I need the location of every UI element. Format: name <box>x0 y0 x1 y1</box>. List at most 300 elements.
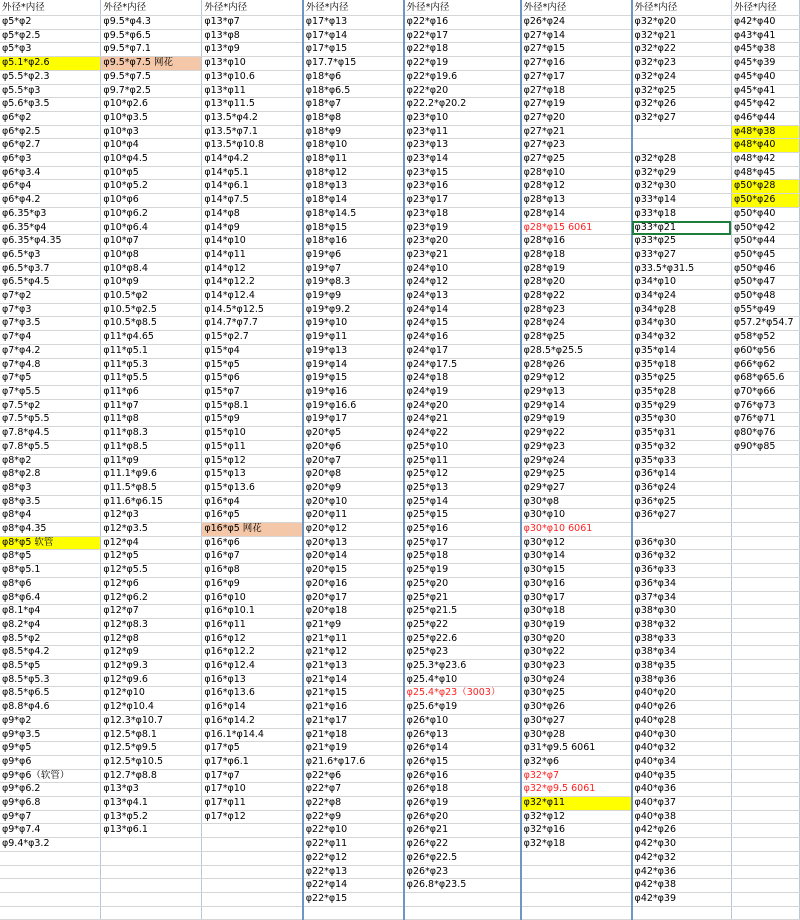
table-cell[interactable]: φ25.6*φ19 <box>404 701 521 715</box>
table-cell[interactable]: φ17*φ5 <box>202 742 303 756</box>
table-cell[interactable]: φ23*φ17 <box>404 194 521 208</box>
table-cell[interactable]: φ10.5*φ2.5 <box>101 303 202 317</box>
table-cell[interactable]: φ21.6*φ17.6 <box>303 755 404 769</box>
table-cell[interactable]: φ14*φ11 <box>202 248 303 262</box>
table-cell[interactable]: φ35*φ31 <box>632 427 732 441</box>
table-cell[interactable]: φ19*φ9 <box>303 290 404 304</box>
table-cell[interactable]: φ10*φ8 <box>101 248 202 262</box>
table-cell[interactable]: φ10*φ2.6 <box>101 98 202 112</box>
table-cell[interactable]: φ16*φ4 <box>202 495 303 509</box>
table-cell[interactable]: φ13*φ4.1 <box>101 797 202 811</box>
table-cell[interactable]: φ5.5*φ3 <box>0 84 101 98</box>
table-cell[interactable]: φ24*φ16 <box>404 331 521 345</box>
table-cell[interactable]: φ21*φ13 <box>303 660 404 674</box>
table-cell[interactable] <box>731 838 799 852</box>
table-cell[interactable]: φ19*φ6 <box>303 248 404 262</box>
table-cell[interactable]: φ12*φ8 <box>101 632 202 646</box>
table-cell[interactable]: φ24*φ10 <box>404 262 521 276</box>
table-cell[interactable]: φ10*φ7 <box>101 235 202 249</box>
table-cell[interactable]: φ32*φ7 <box>521 769 632 783</box>
table-cell[interactable]: φ30*φ16 <box>521 577 632 591</box>
table-cell[interactable]: φ27*φ17 <box>521 70 632 84</box>
table-cell[interactable]: φ76*φ73 <box>731 399 799 413</box>
table-cell[interactable]: φ15*φ10 <box>202 427 303 441</box>
table-cell[interactable] <box>731 481 799 495</box>
table-cell[interactable]: φ20*φ6 <box>303 440 404 454</box>
table-cell[interactable]: φ7*φ4.8 <box>0 358 101 372</box>
table-cell[interactable]: φ8.5*φ6.5 <box>0 687 101 701</box>
table-cell[interactable]: φ33*φ27 <box>632 248 732 262</box>
table-cell[interactable]: φ36*φ27 <box>632 509 732 523</box>
table-cell[interactable]: φ33*φ21 <box>632 221 732 235</box>
table-cell[interactable]: φ42*φ26 <box>632 824 732 838</box>
table-cell[interactable]: φ25*φ22 <box>404 618 521 632</box>
table-cell[interactable]: φ27*φ21 <box>521 125 632 139</box>
table-cell[interactable] <box>731 577 799 591</box>
table-cell[interactable] <box>202 865 303 879</box>
table-cell[interactable] <box>303 906 404 920</box>
table-cell[interactable]: φ38*φ35 <box>632 660 732 674</box>
table-cell[interactable]: φ30*φ19 <box>521 618 632 632</box>
table-cell[interactable]: φ12*φ4 <box>101 536 202 550</box>
table-cell[interactable]: φ22*φ20 <box>404 84 521 98</box>
table-cell[interactable]: φ32*φ11 <box>521 797 632 811</box>
table-cell[interactable]: φ14*φ9 <box>202 221 303 235</box>
table-cell[interactable]: φ17*φ10 <box>202 783 303 797</box>
table-cell[interactable]: φ48*φ45 <box>731 166 799 180</box>
table-cell[interactable]: φ29*φ24 <box>521 454 632 468</box>
table-cell[interactable]: φ23*φ18 <box>404 207 521 221</box>
table-cell[interactable]: φ13*φ11.5 <box>202 98 303 112</box>
table-cell[interactable] <box>731 906 799 920</box>
table-cell[interactable]: φ7.8*φ5.5 <box>0 440 101 454</box>
table-cell[interactable]: φ21*φ15 <box>303 687 404 701</box>
table-cell[interactable] <box>101 906 202 920</box>
table-cell[interactable]: φ8.5*φ5.3 <box>0 673 101 687</box>
table-cell[interactable]: φ19*φ17 <box>303 413 404 427</box>
table-cell[interactable]: φ20*φ10 <box>303 495 404 509</box>
table-cell[interactable]: φ35*φ25 <box>632 372 732 386</box>
table-cell[interactable]: φ26*φ16 <box>404 769 521 783</box>
table-cell[interactable]: φ29*φ25 <box>521 468 632 482</box>
table-cell[interactable]: φ40*φ20 <box>632 687 732 701</box>
table-cell[interactable]: φ36*φ24 <box>632 481 732 495</box>
table-cell[interactable]: φ30*φ28 <box>521 728 632 742</box>
table-cell[interactable]: φ8.1*φ4 <box>0 605 101 619</box>
table-cell[interactable]: φ6*φ4.2 <box>0 194 101 208</box>
table-cell[interactable]: φ22*φ15 <box>303 893 404 907</box>
table-cell[interactable]: φ17*φ13 <box>303 16 404 30</box>
table-cell[interactable]: φ40*φ26 <box>632 701 732 715</box>
table-cell[interactable]: φ8.5*φ5 <box>0 660 101 674</box>
table-cell[interactable]: φ18*φ11 <box>303 153 404 167</box>
table-cell[interactable] <box>731 879 799 893</box>
table-cell[interactable]: φ6*φ2.5 <box>0 125 101 139</box>
table-cell[interactable]: φ18*φ12 <box>303 166 404 180</box>
table-cell[interactable]: φ16.1*φ14.4 <box>202 728 303 742</box>
table-cell[interactable]: φ10*φ6 <box>101 194 202 208</box>
table-cell[interactable]: φ24*φ12 <box>404 276 521 290</box>
column-header[interactable]: 外径*内径 <box>0 0 101 16</box>
table-cell[interactable]: φ14*φ7.5 <box>202 194 303 208</box>
table-cell[interactable]: φ12*φ10.4 <box>101 701 202 715</box>
table-cell[interactable]: φ16*φ6 <box>202 536 303 550</box>
table-cell[interactable]: φ9*φ5 <box>0 742 101 756</box>
table-cell[interactable]: φ8*φ2.8 <box>0 468 101 482</box>
table-cell[interactable]: φ18*φ6.5 <box>303 84 404 98</box>
table-cell[interactable]: φ24*φ21 <box>404 413 521 427</box>
table-cell[interactable]: φ26*φ23 <box>404 865 521 879</box>
table-cell[interactable]: φ32*φ23 <box>632 57 732 71</box>
table-cell[interactable]: φ5*φ2.5 <box>0 29 101 43</box>
table-cell[interactable]: φ7.5*φ5.5 <box>0 413 101 427</box>
table-cell[interactable]: φ34*φ24 <box>632 290 732 304</box>
table-cell[interactable]: φ28*φ23 <box>521 303 632 317</box>
table-cell[interactable]: φ13*φ11 <box>202 84 303 98</box>
table-cell[interactable] <box>521 906 632 920</box>
table-cell[interactable]: φ22*φ11 <box>303 838 404 852</box>
table-cell[interactable]: φ9.4*φ3.2 <box>0 838 101 852</box>
table-cell[interactable]: φ9*φ3.5 <box>0 728 101 742</box>
table-cell[interactable]: φ7*φ2 <box>0 290 101 304</box>
table-cell[interactable]: φ25*φ20 <box>404 577 521 591</box>
table-cell[interactable]: φ17.7*φ15 <box>303 57 404 71</box>
table-cell[interactable]: φ26*φ10 <box>404 714 521 728</box>
table-cell[interactable]: φ8*φ5 软管 <box>0 536 101 550</box>
table-cell[interactable]: φ5.5*φ2.3 <box>0 70 101 84</box>
table-cell[interactable]: φ33*φ18 <box>632 207 732 221</box>
table-cell[interactable]: φ22*φ9 <box>303 810 404 824</box>
table-cell[interactable]: φ13*φ8 <box>202 29 303 43</box>
table-cell[interactable]: φ22*φ6 <box>303 769 404 783</box>
table-cell[interactable] <box>731 523 799 537</box>
table-cell[interactable]: φ25*φ21 <box>404 591 521 605</box>
table-cell[interactable]: φ27*φ23 <box>521 139 632 153</box>
table-cell[interactable]: φ30*φ23 <box>521 660 632 674</box>
table-cell[interactable]: φ14*φ12.2 <box>202 276 303 290</box>
table-cell[interactable]: φ7*φ5 <box>0 372 101 386</box>
table-cell[interactable]: φ11*φ8.3 <box>101 427 202 441</box>
table-cell[interactable]: φ7*φ3 <box>0 303 101 317</box>
table-cell[interactable]: φ12*φ9.6 <box>101 673 202 687</box>
table-cell[interactable]: φ6.5*φ3 <box>0 248 101 262</box>
table-cell[interactable]: φ38*φ33 <box>632 632 732 646</box>
table-cell[interactable] <box>731 728 799 742</box>
table-cell[interactable]: φ11*φ7 <box>101 399 202 413</box>
table-cell[interactable] <box>404 906 521 920</box>
table-cell[interactable] <box>731 824 799 838</box>
table-cell[interactable]: φ15*φ5 <box>202 358 303 372</box>
table-cell[interactable]: φ50*φ42 <box>731 221 799 235</box>
table-cell[interactable]: φ8*φ5.1 <box>0 564 101 578</box>
table-cell[interactable]: φ17*φ14 <box>303 29 404 43</box>
table-cell[interactable]: φ42*φ36 <box>632 865 732 879</box>
table-cell[interactable]: φ15*φ11 <box>202 440 303 454</box>
table-cell[interactable]: φ28*φ13 <box>521 194 632 208</box>
table-cell[interactable]: φ38*φ34 <box>632 646 732 660</box>
table-cell[interactable]: φ32*φ25 <box>632 84 732 98</box>
table-cell[interactable]: φ8*φ3 <box>0 481 101 495</box>
table-cell[interactable] <box>731 687 799 701</box>
table-cell[interactable]: φ25*φ18 <box>404 550 521 564</box>
table-cell[interactable]: φ32*φ24 <box>632 70 732 84</box>
table-cell[interactable]: φ19*φ16.6 <box>303 399 404 413</box>
table-cell[interactable]: φ20*φ11 <box>303 509 404 523</box>
table-cell[interactable] <box>731 769 799 783</box>
table-cell[interactable]: φ24*φ18 <box>404 372 521 386</box>
table-cell[interactable]: φ30*φ12 <box>521 536 632 550</box>
table-cell[interactable]: φ10*φ8.4 <box>101 262 202 276</box>
table-cell[interactable]: φ16*φ12.2 <box>202 646 303 660</box>
table-cell[interactable]: φ8.5*φ2 <box>0 632 101 646</box>
table-cell[interactable]: φ26.8*φ23.5 <box>404 879 521 893</box>
column-header[interactable]: 外径*内径 <box>404 0 521 16</box>
table-cell[interactable]: φ28*φ22 <box>521 290 632 304</box>
table-cell[interactable] <box>101 838 202 852</box>
table-cell[interactable]: φ16*φ9 <box>202 577 303 591</box>
table-cell[interactable]: φ30*φ18 <box>521 605 632 619</box>
table-cell[interactable]: φ40*φ32 <box>632 742 732 756</box>
table-cell[interactable]: φ27*φ15 <box>521 43 632 57</box>
table-cell[interactable]: φ17*φ12 <box>202 810 303 824</box>
table-cell[interactable]: φ8*φ3.5 <box>0 495 101 509</box>
table-cell[interactable]: φ12*φ7 <box>101 605 202 619</box>
table-cell[interactable]: φ8*φ6 <box>0 577 101 591</box>
table-cell[interactable]: φ70*φ66 <box>731 385 799 399</box>
table-cell[interactable]: φ90*φ85 <box>731 440 799 454</box>
table-cell[interactable]: φ25.4*φ23（3003） <box>404 687 521 701</box>
table-cell[interactable] <box>731 742 799 756</box>
table-cell[interactable]: φ23*φ11 <box>404 125 521 139</box>
table-cell[interactable]: φ35*φ30 <box>632 413 732 427</box>
table-cell[interactable] <box>521 879 632 893</box>
table-cell[interactable]: φ28*φ18 <box>521 248 632 262</box>
table-cell[interactable]: φ10*φ5 <box>101 166 202 180</box>
table-cell[interactable]: φ14*φ8 <box>202 207 303 221</box>
table-cell[interactable]: φ12*φ6.2 <box>101 591 202 605</box>
table-cell[interactable] <box>731 495 799 509</box>
table-cell[interactable] <box>731 660 799 674</box>
table-cell[interactable]: φ23*φ13 <box>404 139 521 153</box>
table-cell[interactable]: φ9*φ6 <box>0 755 101 769</box>
table-cell[interactable]: φ9.5*φ6.5 <box>101 29 202 43</box>
table-cell[interactable]: φ28*φ10 <box>521 166 632 180</box>
table-cell[interactable] <box>202 838 303 852</box>
table-cell[interactable]: φ76*φ71 <box>731 413 799 427</box>
table-cell[interactable]: φ7*φ3.5 <box>0 317 101 331</box>
table-cell[interactable]: φ28*φ16 <box>521 235 632 249</box>
table-cell[interactable]: φ19*φ7 <box>303 262 404 276</box>
table-cell[interactable]: φ25.4*φ10 <box>404 673 521 687</box>
table-cell[interactable]: φ36*φ32 <box>632 550 732 564</box>
table-cell[interactable]: φ32*φ6 <box>521 755 632 769</box>
table-cell[interactable] <box>632 125 732 139</box>
table-cell[interactable]: φ13.5*φ4.2 <box>202 111 303 125</box>
table-cell[interactable]: φ25*φ23 <box>404 646 521 660</box>
table-cell[interactable]: φ11.5*φ8.5 <box>101 481 202 495</box>
table-cell[interactable]: φ60*φ56 <box>731 344 799 358</box>
table-cell[interactable]: φ42*φ40 <box>731 16 799 30</box>
table-cell[interactable]: φ80*φ76 <box>731 427 799 441</box>
table-cell[interactable]: φ27*φ20 <box>521 111 632 125</box>
table-cell[interactable] <box>731 673 799 687</box>
table-cell[interactable]: φ35*φ18 <box>632 358 732 372</box>
table-cell[interactable]: φ24*φ13 <box>404 290 521 304</box>
table-cell[interactable]: φ46*φ44 <box>731 111 799 125</box>
table-cell[interactable]: φ6.35*φ3 <box>0 207 101 221</box>
table-cell[interactable]: φ25*φ13 <box>404 481 521 495</box>
table-cell[interactable]: φ45*φ42 <box>731 98 799 112</box>
table-cell[interactable]: φ14*φ12.4 <box>202 290 303 304</box>
table-cell[interactable]: φ32*φ28 <box>632 153 732 167</box>
table-cell[interactable]: φ35*φ14 <box>632 344 732 358</box>
table-cell[interactable]: φ50*φ45 <box>731 248 799 262</box>
table-cell[interactable]: φ13*φ5.2 <box>101 810 202 824</box>
table-cell[interactable]: φ9*φ2 <box>0 714 101 728</box>
table-cell[interactable]: φ9.5*φ7.1 <box>101 43 202 57</box>
table-cell[interactable]: φ10*φ3 <box>101 125 202 139</box>
table-cell[interactable] <box>731 591 799 605</box>
table-cell[interactable] <box>202 824 303 838</box>
table-cell[interactable]: φ29*φ22 <box>521 427 632 441</box>
table-cell[interactable]: φ30*φ25 <box>521 687 632 701</box>
table-cell[interactable]: φ10*φ6.2 <box>101 207 202 221</box>
table-cell[interactable]: φ22*φ19.6 <box>404 70 521 84</box>
table-cell[interactable]: φ32*φ18 <box>521 838 632 852</box>
table-cell[interactable]: φ26*φ22.5 <box>404 851 521 865</box>
table-cell[interactable]: φ15*φ7 <box>202 385 303 399</box>
table-cell[interactable]: φ20*φ18 <box>303 605 404 619</box>
table-cell[interactable]: φ28*φ12 <box>521 180 632 194</box>
table-cell[interactable]: φ27*φ18 <box>521 84 632 98</box>
table-cell[interactable]: φ22*φ14 <box>303 879 404 893</box>
table-cell[interactable]: φ57.2*φ54.7 <box>731 317 799 331</box>
table-cell[interactable]: φ9*φ7 <box>0 810 101 824</box>
table-cell[interactable]: φ6*φ4 <box>0 180 101 194</box>
table-cell[interactable]: φ21*φ11 <box>303 632 404 646</box>
table-cell[interactable]: φ10*φ9 <box>101 276 202 290</box>
table-cell[interactable] <box>731 714 799 728</box>
table-cell[interactable]: φ14*φ5.1 <box>202 166 303 180</box>
table-cell[interactable]: φ32*φ9.5 6061 <box>521 783 632 797</box>
table-cell[interactable]: φ11*φ8.5 <box>101 440 202 454</box>
column-header[interactable]: 外径*内径 <box>521 0 632 16</box>
table-cell[interactable]: φ10*φ5.2 <box>101 180 202 194</box>
table-cell[interactable]: φ13*φ10 <box>202 57 303 71</box>
table-cell[interactable]: φ11.6*φ6.15 <box>101 495 202 509</box>
table-cell[interactable]: φ28*φ15 6061 <box>521 221 632 235</box>
table-cell[interactable]: φ16*φ13.6 <box>202 687 303 701</box>
table-cell[interactable]: φ23*φ21 <box>404 248 521 262</box>
table-cell[interactable]: φ35*φ33 <box>632 454 732 468</box>
table-cell[interactable]: φ28*φ25 <box>521 331 632 345</box>
table-cell[interactable]: φ23*φ20 <box>404 235 521 249</box>
table-cell[interactable] <box>731 797 799 811</box>
table-cell[interactable]: φ21*φ18 <box>303 728 404 742</box>
table-cell[interactable]: φ13*φ9 <box>202 43 303 57</box>
table-cell[interactable]: φ10*φ6.4 <box>101 221 202 235</box>
table-cell[interactable]: φ30*φ17 <box>521 591 632 605</box>
table-cell[interactable]: φ30*φ10 <box>521 509 632 523</box>
table-cell[interactable]: φ13*φ6.1 <box>101 824 202 838</box>
table-cell[interactable]: φ22*φ13 <box>303 865 404 879</box>
table-cell[interactable] <box>101 879 202 893</box>
table-cell[interactable]: φ11*φ5.1 <box>101 344 202 358</box>
table-cell[interactable] <box>0 879 101 893</box>
table-cell[interactable]: φ7*φ4 <box>0 331 101 345</box>
table-cell[interactable]: φ11*φ9 <box>101 454 202 468</box>
table-cell[interactable]: φ26*φ20 <box>404 810 521 824</box>
table-cell[interactable]: φ28.5*φ25.5 <box>521 344 632 358</box>
table-cell[interactable]: φ55*φ49 <box>731 303 799 317</box>
table-cell[interactable]: φ24*φ22 <box>404 427 521 441</box>
table-cell[interactable]: φ10*φ3.5 <box>101 111 202 125</box>
table-cell[interactable]: φ50*φ46 <box>731 262 799 276</box>
table-cell[interactable]: φ40*φ36 <box>632 783 732 797</box>
table-cell[interactable]: φ33*φ14 <box>632 194 732 208</box>
table-cell[interactable]: φ16*φ10 <box>202 591 303 605</box>
table-cell[interactable]: φ25*φ15 <box>404 509 521 523</box>
table-cell[interactable] <box>0 906 101 920</box>
table-cell[interactable]: φ48*φ40 <box>731 139 799 153</box>
table-cell[interactable]: φ20*φ9 <box>303 481 404 495</box>
table-cell[interactable]: φ27*φ19 <box>521 98 632 112</box>
table-cell[interactable]: φ12.5*φ8.1 <box>101 728 202 742</box>
table-cell[interactable]: φ16*φ5 网花 <box>202 523 303 537</box>
table-cell[interactable]: φ16*φ13 <box>202 673 303 687</box>
table-cell[interactable]: φ12*φ5 <box>101 550 202 564</box>
table-cell[interactable]: φ21*φ16 <box>303 701 404 715</box>
table-cell[interactable]: φ29*φ12 <box>521 372 632 386</box>
table-cell[interactable]: φ10.5*φ2 <box>101 290 202 304</box>
table-cell[interactable] <box>731 618 799 632</box>
table-cell[interactable]: φ26*φ14 <box>404 742 521 756</box>
table-cell[interactable] <box>731 550 799 564</box>
table-cell[interactable]: φ8.8*φ4.6 <box>0 701 101 715</box>
table-cell[interactable]: φ8.5*φ4.2 <box>0 646 101 660</box>
table-cell[interactable]: φ29*φ13 <box>521 385 632 399</box>
table-cell[interactable]: φ50*φ47 <box>731 276 799 290</box>
table-cell[interactable]: φ48*φ42 <box>731 153 799 167</box>
table-cell[interactable] <box>632 523 732 537</box>
table-cell[interactable]: φ21*φ14 <box>303 673 404 687</box>
table-cell[interactable]: φ9.5*φ7.5 网花 <box>101 57 202 71</box>
table-cell[interactable]: φ11.1*φ9.6 <box>101 468 202 482</box>
table-cell[interactable]: φ22.2*φ20.2 <box>404 98 521 112</box>
table-cell[interactable]: φ23*φ14 <box>404 153 521 167</box>
table-cell[interactable]: φ9.5*φ7.5 <box>101 70 202 84</box>
table-cell[interactable]: φ68*φ65.6 <box>731 372 799 386</box>
table-cell[interactable]: φ28*φ24 <box>521 317 632 331</box>
table-cell[interactable]: φ22*φ18 <box>404 43 521 57</box>
table-cell[interactable]: φ40*φ38 <box>632 810 732 824</box>
table-cell[interactable]: φ7.8*φ4.5 <box>0 427 101 441</box>
table-cell[interactable]: φ17*φ6.1 <box>202 755 303 769</box>
table-cell[interactable] <box>521 865 632 879</box>
table-cell[interactable]: φ32*φ27 <box>632 111 732 125</box>
table-cell[interactable]: φ20*φ8 <box>303 468 404 482</box>
table-cell[interactable] <box>731 810 799 824</box>
table-cell[interactable]: φ19*φ16 <box>303 385 404 399</box>
table-cell[interactable]: φ8*φ2 <box>0 454 101 468</box>
table-cell[interactable]: φ29*φ23 <box>521 440 632 454</box>
table-cell[interactable]: φ5*φ3 <box>0 43 101 57</box>
table-cell[interactable]: φ26*φ13 <box>404 728 521 742</box>
table-cell[interactable]: φ40*φ37 <box>632 797 732 811</box>
table-cell[interactable]: φ22*φ12 <box>303 851 404 865</box>
table-cell[interactable]: φ25*φ14 <box>404 495 521 509</box>
table-cell[interactable]: φ24*φ15 <box>404 317 521 331</box>
